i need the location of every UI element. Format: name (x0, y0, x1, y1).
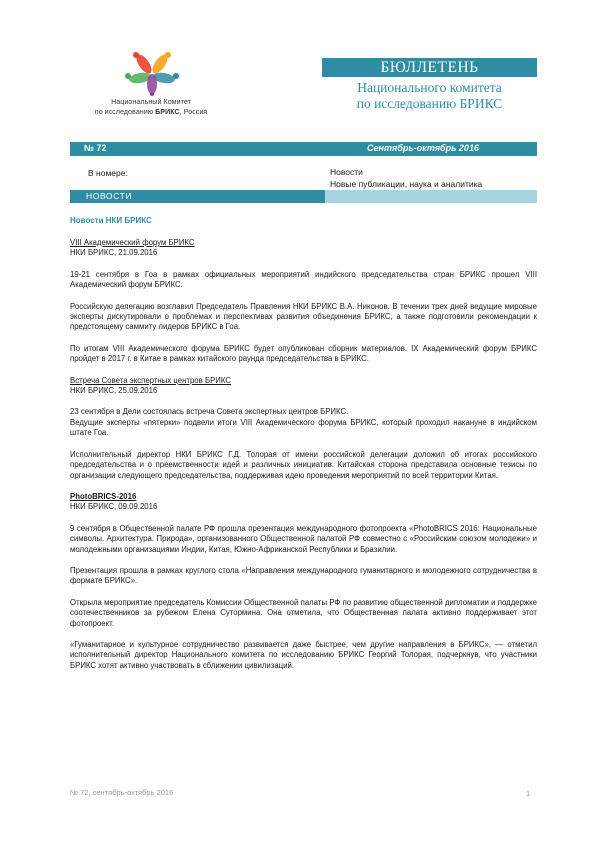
toc-label: В номере: (88, 168, 128, 178)
logo-petal-purple (147, 74, 157, 94)
brics-logo (124, 50, 180, 96)
article-title[interactable]: PhotoBRICS-2016 (70, 491, 137, 501)
section-heading: Новости НКИ БРИКС (70, 216, 152, 225)
article-byline: НКИ БРИКС, 09.09.2016 (70, 502, 158, 512)
articles (70, 238, 537, 671)
logo-caption-post: , Россия (179, 106, 208, 116)
article-paragraph: Открыла мероприятие председатель Комиссии Общественной палаты РФ по развитию общественной дипломатии и поддержке соотечественников за рубежом Елена Сутормина. Она отметила, что Общественная палата активно поддерживает этот фотопроект. (70, 597, 537, 628)
issue-date: Сентябрь-октябрь 2016 (367, 143, 479, 153)
article-title[interactable]: VIII Академический форум БРИКС (70, 238, 195, 247)
subtitle-line1: Национального комитета (357, 80, 502, 95)
issue-number: № 72 (84, 143, 107, 153)
logo-caption-line1: Национальный Комитет (111, 97, 191, 106)
toc-list (330, 166, 482, 190)
article-paragraph: 19-21 сентября в Гоа в рамках официальных мероприятий индийского председательства стран БРИКС прошел VIII Академический форум БРИКС. (70, 269, 537, 290)
logo-dot-green (125, 73, 131, 79)
logo-dot-blue (173, 73, 179, 79)
article-paragraph: Презентация прошла в рамках круглого стола «Направления международного гуманитарного и молодежного сотрудничества в формате БРИКС». (70, 565, 537, 586)
article-paragraph: «Гуманитарное и культурное сотрудничество развивается даже быстрее, чем другие направления в БРИКС», — отметил исполнительный директор Национального комитета по исследованию БРИКС Георгий Толорая, подчеркнув, что участники БРИКС хотят активно участвовать в сближении цивилизаций. (70, 639, 537, 670)
section-bar-label: НОВОСТИ (86, 191, 133, 201)
bulletin-title: БЮЛЛЕТЕНЬ (322, 58, 537, 77)
logo-dot-orange (165, 52, 171, 58)
article-byline: НКИ БРИКС, 21.09.2016 (70, 248, 158, 258)
article-paragraph: Российскую делегацию возглавил Председатель Правления НКИ БРИКС В.А. Никонов. В течении трех дней ведущие мировые эксперты дискутировали о проблемах и перспективах развития объединения БРИКС, а также подготовили рекомендации к предстоящему саммиту лидеров БРИКС в Гоа. (70, 301, 537, 332)
logo-dot-purple (150, 92, 154, 96)
section-bar (70, 190, 325, 203)
page-number: 1 (526, 789, 531, 798)
subtitle-line2: по исследованию БРИКС (356, 96, 503, 111)
issue-bar (70, 142, 537, 156)
logo-caption-pre: по исследованию (94, 106, 156, 116)
article-byline: НКИ БРИКС, 25.09.2016 (70, 386, 158, 396)
logo-petals-icon (125, 52, 179, 96)
section-bar-accent (325, 190, 537, 203)
bulletin-subtitle (322, 80, 537, 112)
article-paragraph: 23 сентября в Дели состоялась встреча Совета экспертных центров БРИКС. (70, 407, 349, 417)
article-paragraph: Ведущие эксперты «пятерки» подвели итоги VIII Академического форума БРИКС, который проходил накануне в индийском штате Гоа. (70, 417, 537, 438)
toc-item-news[interactable]: Новости (330, 167, 363, 177)
logo-caption-bold: БРИКС (155, 106, 180, 116)
logo-dot-red (133, 52, 139, 58)
logo-caption (76, 97, 226, 116)
footer-issue: № 72, сентябрь-октябрь 2016 (70, 788, 174, 797)
article-paragraph: Исполнительный директор НКИ БРИКС Г.Д. Толорая от имени российской делегации доложил об итогах российского председательства и о преемственности идей и различных инициатив. Китайская сторона представила основные тезисы по организации следующего председательства, поддерживая идею проведения мероприятий по всей территории Китая. (70, 449, 537, 480)
logo-caption-line2 (76, 107, 226, 117)
article-paragraph: По итогам VIII Академического форума БРИКС будет опубликован сборник материалов. IX Академический форум БРИКС пройдет в 2017 г. в Китае в рамках китайского раунда председательства в БРИКС. (70, 343, 537, 364)
toc-item-publications[interactable]: Новые публикации, наука и аналитика (330, 179, 483, 189)
article-title[interactable]: Встреча Совета экспертных центров БРИКС (70, 375, 231, 385)
article-paragraph: 9 сентября в Общественной палате РФ прошла презентация международного фотопроекта «PhotoBRICS 2016: Национальные символы. Архитектура. Природа», организованного Общественной палатой РФ совместно с «Российским союзом молодежи» и молодежными организациями Индии, Китая, Южно-Африканской Республики и Бразилии. (70, 523, 537, 554)
